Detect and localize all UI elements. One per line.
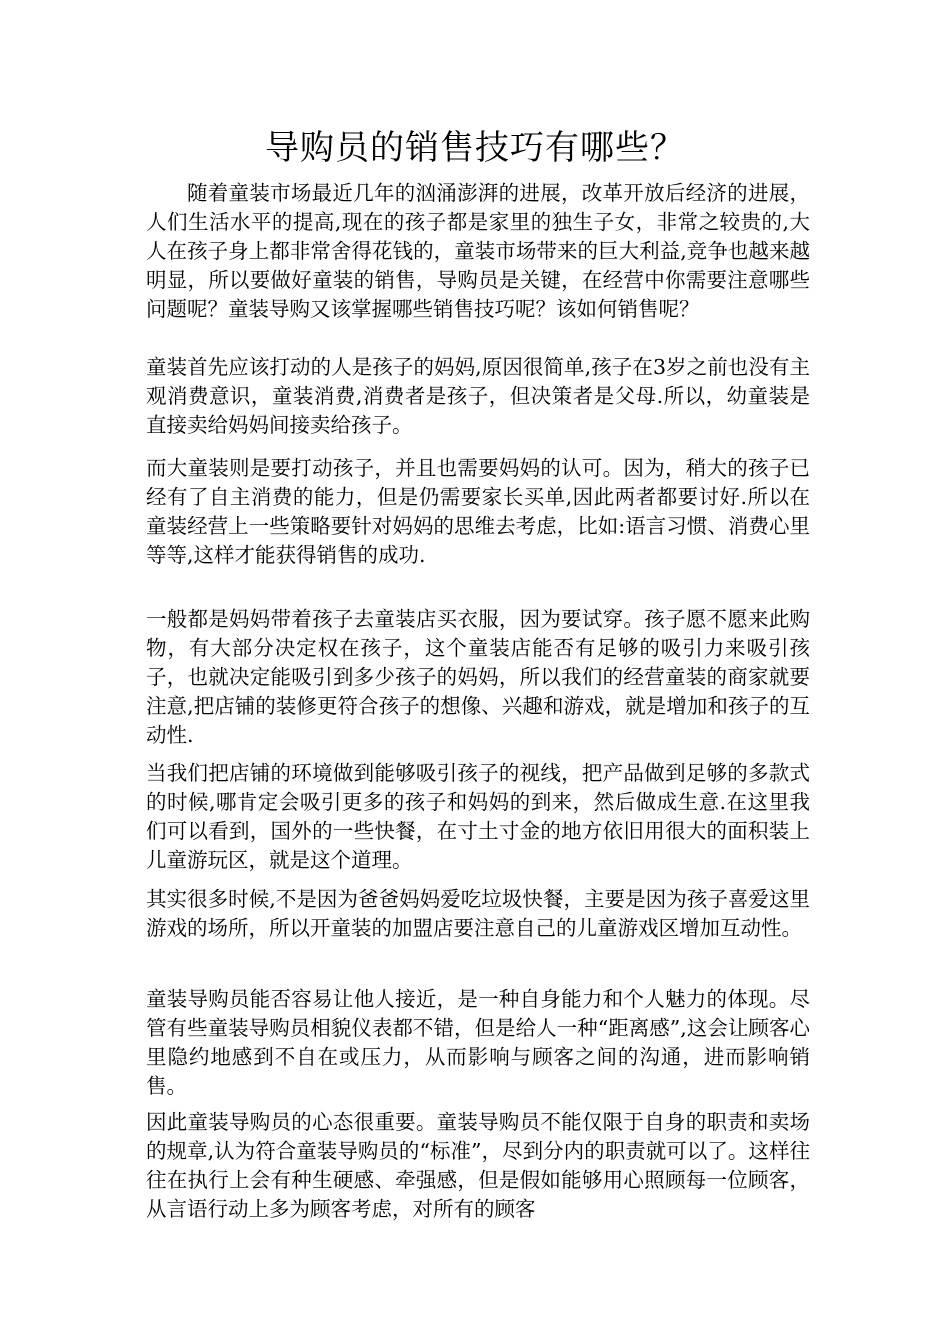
paragraph-store-decoration: 一般都是妈妈带着孩子去童装店买衣服，因为要试穿。孩子愿不愿来此购物，有大部分决定权在孩子，这个童装店能否有足够的吸引力来吸引孩子，也就决定能吸引到多少孩子的妈妈，所以我们的经营童装的商家就要注意,把店铺的装修更符合孩子的想像、兴趣和游戏，就是增加和孩子的互动性. [146, 607, 810, 747]
paragraph-approachability: 童装导购员能否容易让他人接近，是一种自身能力和个人魅力的体现。尽管有些童装导购员相貌仪表都不错，但是给人一种“距离感”,这会让顾客心里隐约地感到不自在或压力，从而影响与顾客之间的沟通，进而影响销售。 [146, 987, 810, 1098]
paragraph-young-children: 童装首先应该打动的人是孩子的妈妈,原因很简单,孩子在3岁之前也没有主观消费意识，童装消费,消费者是孩子，但决策者是父母.所以，幼童装是直接卖给妈妈间接卖给孩子。 [146, 355, 810, 437]
paragraph-play-area: 其实很多时候,不是因为爸爸妈妈爱吃垃圾快餐，主要是因为孩子喜爱这里游戏的场所，所以开童装的加盟店要注意自己的儿童游戏区增加互动性。 [146, 887, 810, 940]
paragraph-intro: 随着童装市场最近几年的汹涌澎湃的进展，改革开放后经济的进展，人们生活水平的提高,现在的孩子都是家里的独生子女，非常之较贵的,大人在孩子身上都非常舍得花钱的，童装市场带来的巨大利益,竞争也越来越明显，所以要做好童装的销售，导购员是关键，在经营中你需要注意哪些问题呢？童装导购又该掌握哪些销售技巧呢？该如何销售呢？ [146, 181, 810, 321]
document-title: 导购员的销售技巧有哪些？ [265, 128, 685, 168]
paragraph-mindset: 因此童装导购员的心态很重要。童装导购员不能仅限于自身的职责和卖场的规章,认为符合童装导购员的“标准”，尽到分内的职责就可以了。这样往往在执行上会有种生硬感、牵强感，但是假如能够用心照顾每一位顾客，从言语行动上多为顾客考虑，对所有的顾客 [146, 1110, 810, 1221]
paragraph-older-children: 而大童装则是要打动孩子，并且也需要妈妈的认可。因为，稍大的孩子已经有了自主消费的能力，但是仍需要家长买单,因此两者都要讨好.所以在童装经营上一些策略要针对妈妈的思维去考虑，比如:语言习惯、消费心里等等,这样才能获得销售的成功. [146, 456, 810, 567]
paragraph-store-environment: 当我们把店铺的环境做到能够吸引孩子的视线，把产品做到足够的多款式的时候,哪肯定会吸引更多的孩子和妈妈的到来，然后做成生意.在这里我们可以看到，国外的一些快餐，在寸土寸金的地方依旧用很大的面积装上儿童游玩区，就是这个道理。 [146, 761, 810, 872]
